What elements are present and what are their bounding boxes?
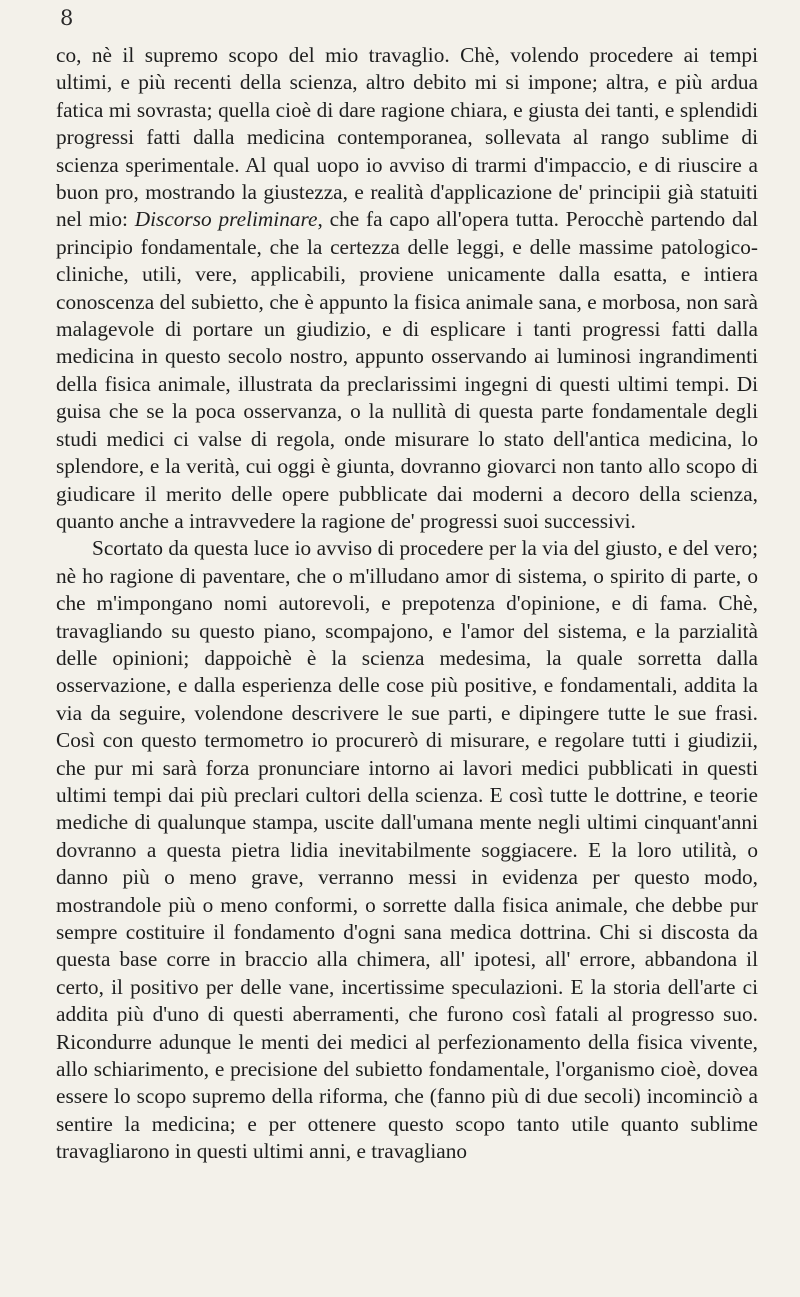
text-segment: , che fa capo all'opera tutta. Perocchè partendo dal principio fondamentale, che la certezza delle leggi, e delle massime patologico-cliniche, utili, vere, applicabili, proviene unicamente dalla esatta, e intiera conoscenza del subietto, che è appunto la fisica animale sana, e morbosa, non sarà malagevole di portare un giudizio, e di esplicare i tanti progressi fatti dalla medicina in questo secolo nostro, appunto osservando ai luminosi ingrandimenti della fisica animale, illustrata da preclarissimi ingegni di questi ultimi tempi. Di guisa che se la poca osservanza, o la nullità di questa parte fondamentale degli studi medici ci valse di regola, onde misurare lo stato dell'antica medicina, lo splendore, e la verità, cui oggi è giunta, dovranno giovarci non tanto allo scopo di giudicare il merito delle opere pubblicate dai moderni a decoro della scienza, quanto anche a intravvedere la ragione de' progressi suoi successivi. — [56, 207, 758, 533]
italic-title: Discorso preliminare — [134, 207, 318, 232]
text-segment: co, nè il supremo scopo del mio travaglio. Chè, volendo procedere ai tempi ultimi, e più recenti della scienza, altro debito mi si impone; altra, e più ardua fatica mi sovrasta; quella cioè di dare ragione chiara, e giusta dei tanti, e splendidi progressi fatti dalla medicina contemporanea, sollevata al rango sublime di scienza sperimentale. Al qual uopo io avviso di trarmi d'impaccio, e di riuscire a buon pro, mostrando la giustezza, e realità d'applicazione de' principii già statuiti nel mio: — [56, 43, 758, 232]
page-number: 8 — [60, 6, 75, 30]
paragraph — [56, 42, 758, 535]
text-segment: Scortato da questa luce io avviso di procedere per la via del giusto, e del vero; nè ho ragione di paventare, che o m'illudano amor di sistema, o spirito di parte, o che m'impongano nomi autorevoli, e prepotenza d'opinione, e di fama. Chè, travagliando su questo piano, scompajono, e l'amor del sistema, e la parzialità delle opinioni; dappoichè è la scienza medesima, la quale sorretta dalla osservazione, e dalla esperienza delle cose più positive, e fondamentali, addita la via da seguire, volendone descrivere le sue parti, e dipingere tutte le sue frasi. Così con questo termometro io procurerò di misurare, e regolare tutti i giudizii, che pur mi sarà forza pronunciare intorno ai lavori medici pubblicati in questi ultimi tempi dai più preclari cultori della scienza. E così tutte le dottrine, e teorie mediche di qualunque stampa, uscite dall'umana mente negli ultimi cinquant'anni dovranno a questa pietra lidia inevitabilmente soggiacere. E la loro utilità, o danno più o meno grave, verranno messi in evidenza per questo modo, mostrandole più o meno conformi, o sorrette dalla fisica animale, che debbe pur sempre costituire il fondamento d'ogni sana medica dottrina. Chi si discosta da questa base corre in braccio alla chimera, all' ipotesi, all' errore, abbandona il certo, il positivo per delle vane, incertissime speculazioni. E la storia dell'arte ci addita più d'uno di questi aberramenti, che furono così fatali al progresso suo. Ricondurre adunque le menti dei medici al perfezionamento della fisica vivente, allo schiarimento, e precisione del subietto fondamentale, l'organismo cioè, dovea essere lo scopo supremo della riforma, che (fanno più di due secoli) incominciò a sentire la medicina; e per ottenere questo scopo tanto utile quanto sublime travagliarono in questi ultimi anni, e travagliano — [56, 536, 758, 1164]
paragraph — [56, 535, 758, 1165]
body-text — [56, 42, 758, 1166]
